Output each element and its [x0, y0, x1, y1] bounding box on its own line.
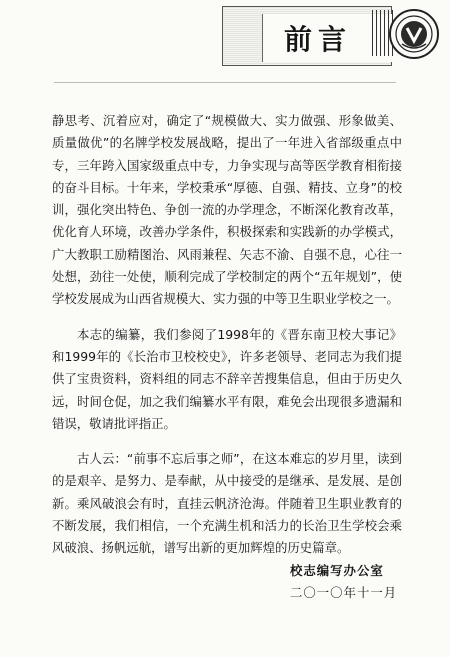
page-title: 前言	[284, 23, 353, 56]
signature-block	[290, 560, 430, 604]
signature-org: 校志编写办公室	[290, 563, 384, 578]
paragraph-1: 静思考、沉着应对，确定了“规模做大、实力做强、形象做美、质量做优”的名牌学校发展战略，提出了一年进入省部级重点中专，三年跨入国家级重点中专，力争实现与高等医学教育相衔接的奋斗目标。十年来，学校秉承“厚德、自强、精技、立身”的校训，强化突出特色、争创一流的办学理念，不断深化教育改革，优化育人环境，改善办学条件，积极探索和实践新的办学模式，广大教职工励精图治、风雨兼程、矢志不渝、自强不息，心往一处想，劲往一处使，顺利完成了学校制定的两个“五年规划”，使学校发展成为山西省规模大、实力强的中等卫生职业学校之一。	[52, 113, 402, 307]
page-header	[0, 0, 450, 92]
header-divider	[54, 82, 396, 83]
paragraph-3: 古人云：“前事不忘后事之师”，在这本难忘的岁月里，读到的是艰辛、是努力、是奉献，从中接受的是继承、是发展、是创新。乘风破浪会有时，直挂云帆济沧海。伴随着卫生职业教育的不断发展，我们相信，一个充满生机和活力的长治卫生学校会乘风破浪、扬帆远航，谱写出新的更加辉煌的历史篇章。	[52, 451, 402, 556]
body-text	[52, 110, 402, 573]
school-emblem-icon	[388, 8, 440, 60]
signature-date: 二〇一〇年十一月	[290, 585, 398, 600]
paragraph-2: 本志的编纂，我们参阅了1998年的《晋东南卫校大事记》和1999年的《长治市卫校校史》，许多老领导、老同志为我们提供了宝贵资料，资料组的同志不辞辛苦搜集信息，但由于历史久远，时间仓促，加之我们编纂水平有限，难免会出现很多遗漏和错误，敬请批评指正。	[52, 326, 402, 431]
